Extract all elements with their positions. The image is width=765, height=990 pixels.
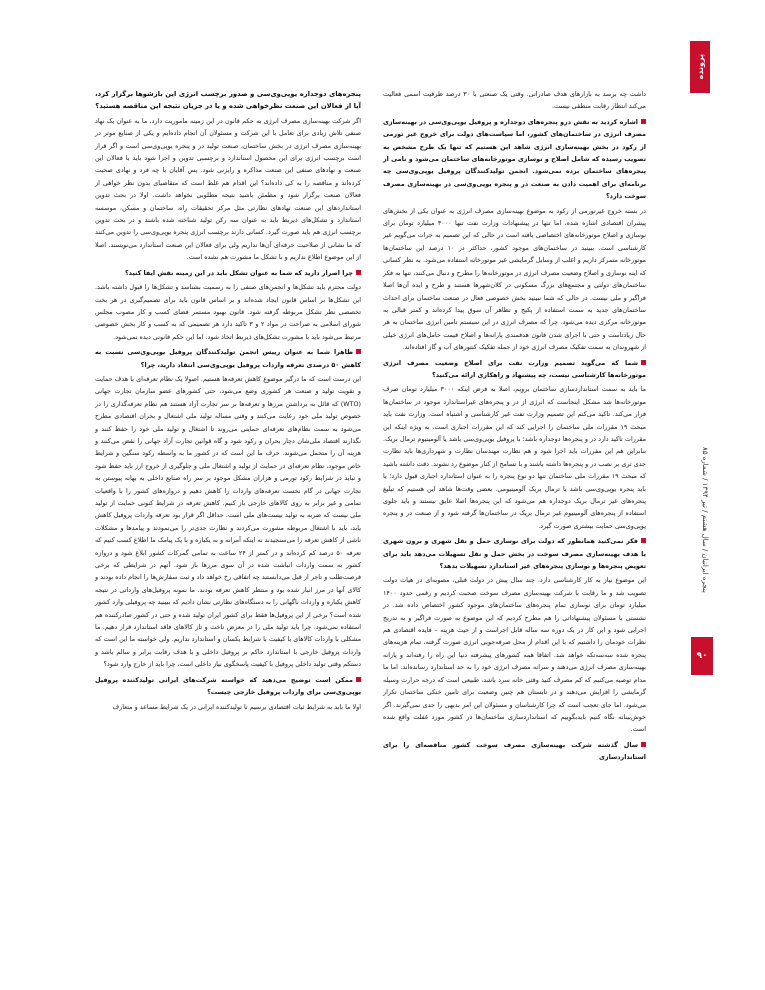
question-marker-icon bbox=[356, 349, 361, 354]
interview-question: اشاره کردید به نقش درو پنجره‌های دوجداره و پروفیل یوپی‌وی‌سی در بهینه‌سازی مصرف انرژی در ساختمان‌های کشور، اما سیاست‌های دولت برای خروج غیر تورمی از رکود در بخش بهینه‌سازی انرژی شاهد این هستیم که تنها یک طرح مشخص به تصویب رسیده که شامل اصلاح و نوسازی موتورخانه‌های ساختمان می‌شود و نامی از پنجره‌های ساختمان برده نمی‌شود. انجمن تولیدکنندگان پروفیل یوپی‌وی‌سی چه برنامه‌ای برای اهمیت دادن به صنعت در و پنجره یوپی‌وی‌سی در بهینه‌سازی مصرف سوخت دارد؟ bbox=[383, 117, 646, 201]
interview-answer: این درست است که ما درگیر موضوع کاهش تعرفه‌ها هستیم. اصولا یک نظام تعرفه‌ای با هدف حمایت و تقویت تولید و صنعت هر کشوری وضع می‌شود، حتی کشورهای عضو سازمان تجارت جهانی (WTO) که قائل به برداشتن مرزها و تعرفه‌ها بر سر تجارت آزاد هستند هم نظام تعرفه‌گذاری را در خصوص تولید ملی خود رعایت می‌کنند و وقتی مساله تولید ملی اشتغال و بحران اقتصادی مطرح می‌شود به سمت نظام‌های تعرفه‌ای حمایتی می‌روند تا اشتغال و تولید ملی خود را حفظ کنند و نگذارند اقتصاد ملی‌شان دچار بحران و رکود شود و گاه قوانین تجارت آزاد جهانی را نقض می‌کنند و هزینه آن را متحمل می‌شوند. حرف ما این است که در کشور ما به واسطه رکود سنگین و شرایط خاص موجود، نظام تعرفه‌ای در حمایت از تولید و اشتغال ملی و جلوگیری از خروج ارز باید حفظ شود و نباید در شرایط رکود تورمی و هزاران مشکل موجود بر سر راه صنایع داخلی به بهانه پیوستن به تجارت جهانی در گام نخست تعرفه‌های واردات را کاهش دهیم و دروازه‌های کشور را با واقعیات تمامی و غیر برابر به روی کالاهای خارجی باز کنیم. کاهش تعرفه در شرایط کنونی حمایت از تولید ملی نیست که ضربه به تولید نیست‌های ملی است. حداقل اگر قرار بود تعرفه واردات پروفیل کاهش یابد، باید با اشتغال مربوطه مشورت می‌کردند و نظارت جدی‌تر را می‌نمودند و پیامدها و مشکلات ناشی از کاهش تعرفه را می‌سنجیدند نه اینکه آمرانه و به یکباره و با یک پیامک ما اطلاع کسب کنیم که تعرفه ۵۰ درصد کم کرده‌اند و در کمتر از ۲۴ ساعت به تمامی گمرکات کشور ابلاغ شود و دروازه کشور به سمت واردات انباشت شده در آن سوی مرزها باز شود. آنهم در شرایطی که برخی فرصت‌طلب و تاجر از قبل می‌دانستند چه اتفاقی رخ خواهد داد و ثبت سفارش‌ها را انجام داده بودند و کالای آنها در مرز انبار شده بود و منتظر کاهش تعرفه بودند. ما نمونه پروفیل‌های وارداتی در نتیجه کاهش یکباره و واردات ناگهانی را به دستگاه‌های نظارتی نشان دادیم که ببینید چه پروفیلی وارد کشور شده است؟ برخی از این پروفیل‌ها فقط برای کشور ایران تولید شده و حتی در کشور صادرکننده هم استفاده نمی‌شود. چرا باید تولید ملی را در معرض تاخت و تاز کالاهای فاقد استاندارد قرار دهیم. ما مشکلی با واردات کالاهای با کیفیت با شرایط یکسان و استاندارد نداریم. ولی خواسته ما این است که واردات پروفیل خارجی با استاندارد حاکم بر پروفیل داخلی و با هدف رقابت برابر و سالم باشد و دستکم وقتی تولید داخلی پروفیل با کیفیت پاسخگوی نیاز داخلی است، چرا باید از خارج وارد شود؟ bbox=[95, 374, 361, 669]
page-number: ۹۰ bbox=[691, 637, 713, 675]
article-column-right bbox=[383, 88, 646, 766]
interview-question: ممکن است توضیح می‌دهید که خواسته شرکت‌های ایرانی تولیدکننده پروفیل یوپی‌وی‌سی برای واردات پروفیل خارجی چیست؟ bbox=[95, 675, 361, 697]
interview-question: ظاهرا شما به عنوان رییس انجمن تولیدکنندگان پروفیل یوپی‌وی‌سی نسبت به کاهش ۵۰ درصدی تعرفه واردات پروفیل یوپی‌وی‌سی انتقاد دارید، چرا؟ bbox=[95, 348, 361, 369]
question-marker-icon bbox=[641, 119, 646, 124]
interview-answer: دولت محترم باید تشکل‌ها و انجمن‌های صنفی را به رسمیت بشناسد و تشکل‌ها را قبول داشته باشد. این تشکل‌ها بر اساس قانون ایجاد شده‌اند و بر اساس قانون باید برای تصمیم‌گیری در هر بخت تخصصی نظر تشکل مربوطه گرفته شود. قانون بهبود مستمر فضای کسب و کار مصوب مجلس شورای اسلامی به صراحت در مواد ۲ و ۳ تاکید دارد هر تصمیمی که به کسب و کار بخش خصوصی مرتبط می‌شود باید با مشورت تشکل‌های ذیربط اتخاذ شود. اما این حکم قانونی دیده نمی‌شود. bbox=[95, 283, 362, 341]
question-marker-icon bbox=[641, 538, 646, 543]
interview-question: پنجره‌های دوجداره یوپی‌وی‌سی و صدور برچسب انرژی این بازشوها برگزار کرد، آیا از فعالان این صنعت نظرخواهی شده و یا در جریان نتیجه این مناقصه هستید؟ bbox=[95, 90, 361, 111]
interview-answer: در بسته خروج غیرتورمی از رکود به موضوع بهینه‌سازی مصرف انرژی به عنوان یکی از بخش‌های پیشران اقتصادی اشاره شده، اما تنها در پیشنهادات وزارت نفت تنها ۳۰۰۰ میلیارد تومان برای نوسازی و اصلاح موتورخانه‌های اختصاصی یافته است در حالی که این تصمیم به جرات می‌گویم غیر کارشناسی است. ببینید در ساختمان‌های موجود کشور، حداکثر در ۱۰ درصد این ساختمان‌ها موتورخانه متمرکز داریم و اغلب از وسایل گرمایشی غیر موتورخانه استفاده می‌شود. به نظر کسانی که اینه نوسازی و اصلاح وضعیت مصرف انرژی در موتورخانه‌ها را مطرح و دنبال می‌کنند، تنها به فکر ساختمان‌های دولتی و مجتمع‌های بزرگ مسکونی در کلان‌شهرها هستند و طرح و ایده آن‌ها اصلا فراگیر و ملی نیست. در حالی که شما نبینید بخش خصوصی فعال در صنعت ساختمان برای احداث ساختمان‌های جدید به سمت استفاده از پکیج و تظاهر آن سوق پیدا کرده‌اند و کمتر قبالی به موتورخانه مرکزی دیده می‌شود. چرا که مصرف انرژی در این سیستم تامین انرژی ساختمان به هر حال زیادتاست و حتی با اجرای شدن قانون هدفمندی یارانه‌ها و اصلاح قیمت حامل‌های انرژی خیلی از شهروندان به سمت تفکیک مصرف انرژی خود از جمله تفکیک کنتورهای آب و گاز افتاده‌اند. bbox=[383, 206, 646, 352]
interview-answer: ما باید به سمت استانداردسازی ساختمان برویم، اصلا به فرض اینکه ۳۰۰۰ میلیارد تومان صرف موتورخانه‌ها شد مشکل اینجاست که انرژی از در و پنجره‌های غیراستاندارد موجود در ساختمان‌ها فرار می‌کند. تاکید می‌کنم این تصمیم وزارت نفت غیر کارشناسی و اشتباه است. وزارت نفت باید مبحث ۱۹ مقررات ملی ساختمان را اجرایی کند که این مقررات اجباری است، به ویژه اینکه این مقررات تاکید دارد در و پنجره‌ها دوجداره باشد؛ با پروفیل یوپی‌وی‌سی باشد یا آلومینیوم ترمال بریک. بنابراین هم این مقررات باید اجرا شود و هم نظارت مهندسان نظارت و شهرداری‌ها باید نظارت جدی تری بر نصب در و پنجره‌ها داشته باشند و با تسامح از کنار موضوع رد نشوند. دقت داشته باشید که مبحث ۱۹ مقررات ملی ساختمان تنها دو نوع پنجره را به عنوان استاندارد اجباری قبول دارد؛ یا باید پنجره یوپی‌وی‌سی باشد یا ترمال بریک آلومینیومی. بعضی وقت‌ها شاهد این هستیم که تبلیغ پنجره‌های غیر ترمال بریک دوجداره هم می‌شود که این پنجره‌ها اصلا عایق نیستند و باید جلوی استفاده از پنجره‌های آلومینیوم غیر ترمال بریک در ساختمان‌ها گرفته شود و از صنعت در و پنجره یوپی‌وی‌سی حمایت بیشتری صورت گیرد. bbox=[383, 385, 647, 530]
interview-question: چرا اصرار دارید که شما به عنوان تشکل باید در این زمینه نقش ایفا کنید؟ bbox=[95, 267, 361, 279]
interview-answer: داشت چه برسد به بازارهای هدف صادراتی. وقتی یک صنعتی با ۳۰ درصد ظرفیت اسمی فعالیت می‌کند انتظار رقابت منطقی نیست. bbox=[383, 90, 646, 111]
interview-answer: اگر شرکت بهینه‌سازی مصرف انرژی به حکم قانون در این زمینه ماموریت دارد، ما به عنوان یک نهاد صنفی تلاش زیادی برای تعامل با این شرکت و مسئولان آن انجام داده‌ایم و یکی از صنایع موثر در بهینه‌سازی مصرف انرژی در بخش ساختمان، صنعت تولید در و پنجره یوپی‌وی‌سی است و اگر قرار است برچسب انرژی برای این محصول استاندارد و برچسبی تدوین و اجرا شود باید با فعالان این صنعت و نهادهای صنفی این صنعت مذاکره و رایزنی شود. پس آقایان با چه فرد و نهادی صحبت کرده‌اند و مناقصه را به کی داده‌اند؟ این اقدام هم غلط است که متقاضیای بدون نظر خواهی از فعالان صنعت برگزار شود و مطمئن باشید نتیجه مطلوبی نخواهد داشت. اولا در بحث تدوین استانداردهای این صنعت نهادهای نظارتی مثل مرکز تحقیقات راه، ساختمان و مسکن، موسسه استاندارد و تشکل‌های ذیربط باید به عنوان سه رکن تولید شناخته شده باشند و در بحث تدوین برچسب انرژی هم باید صورت گیرد. کسانی دارند برچسب انرژی پنجره یوپی‌وی‌سی را تدوین می‌کنند که ما نشانی از صلاحیت حرفه‌ای آن‌ها نداریم ولی برای فعالان این صنعت استاندارد می‌نویسند. اصلا از این موضوع اطلاع نداریم و با تشکل ما مشورت هم نشده است. bbox=[95, 116, 361, 262]
interview-answer: این موضوع نیاز به کار کارشناسی دارد. چند سال پیش در دولت قبلی، مصوبه‌ای در هیات دولت تصویب شد و ما رقابت با شرکت بهینه‌سازی مصرف سوخت صحبت کردیم و رقمی حدود ۱۴۰۰ میلیارد تومان برای نوسازی تمام پنجره‌های ساختمان‌های موجود کشور اختصاص داده شد. در نشستی با مسئولان پیشنهاداتی را هم مطرح کردیم که این موضوع به صورت فراگیر و به تدریج اجرایی شود و این کار در یک دوره سه ساله قابل اجراست و از حیث هزینه – فایده اقتصادی هم نظرات خودمان را داشتیم که با این اقدام از محل صرفه‌جویی انرژی صورت گرفته، تمام هزینه‌های پنجره شده سه‌سه‌تکه خواهد شد. اتفاقا همه کشورهای پیشرفته دنیا این راه را رفته‌اند و یارانه بهینه‌سازی مصرف انرژی می‌دهند و سرانه مصرف انرژی خود را به حد استاندارد رسانده‌اند. اما ما مدام توصیه می‌کنیم که کم مصرف کنید وقتی خانه سرد باشد، طبیعی است که درجه حرارت وسیله گرمایشی را افزایش می‌دهند و در تابستان هم چنین وضعیت برای تامین خنکی ساختمان تکرار می‌شود. اما جای تعجب است که چرا کارشناسان و مسئولان این امر بدیهی را جدی نمی‌گیرند. اگر خوش‌بینانه نگاه کنیم بایدبگوییم که استانداردسازی ساختمان‌ها در کشور مورد غفلت واقع شده است. bbox=[383, 576, 646, 734]
article-column-left bbox=[95, 88, 361, 715]
question-marker-icon bbox=[356, 270, 361, 275]
interview-answer: اولا ما باید به شرایط ثبات اقتصادی برسیم تا تولیدکننده ایرانی در یک شرایط مساعد و متعارف bbox=[112, 702, 361, 711]
question-marker-icon bbox=[641, 360, 646, 365]
question-marker-icon bbox=[356, 677, 361, 682]
interview-question: سال گذشته شرکت بهینه‌سازی مصرف سوخت کشور مناقصه‌ای را برای استانداردسازی bbox=[383, 740, 646, 762]
issue-spine: پنجره ایرانیان / سال هشتم / تیر ۱۳۹۴ / شماره ۸۵ bbox=[701, 447, 709, 593]
section-tab: پرونده bbox=[690, 41, 710, 93]
question-marker-icon bbox=[641, 742, 646, 747]
interview-question: شما که می‌گوید تصمیم وزارت نفت برای اصلاح وضعیت مصرف انرژی موتورخانه‌ها کارشناسی نیست، چه پیشنهاد و راهکاری ارائه می‌کنید؟ bbox=[383, 358, 646, 379]
interview-question: فکر نمی‌کنید همانطور که دولت برای نوسازی حمل و نقل شهری و برون شهری با هدف بهینه‌سازی مصرف سوخت در بخش حمل و نقل تسهیلات می‌دهد باید برای تعویض پنجره‌ها و نوسازی پنجره‌های غیر استاندارد تسهیلات بدهد؟ bbox=[383, 537, 646, 571]
